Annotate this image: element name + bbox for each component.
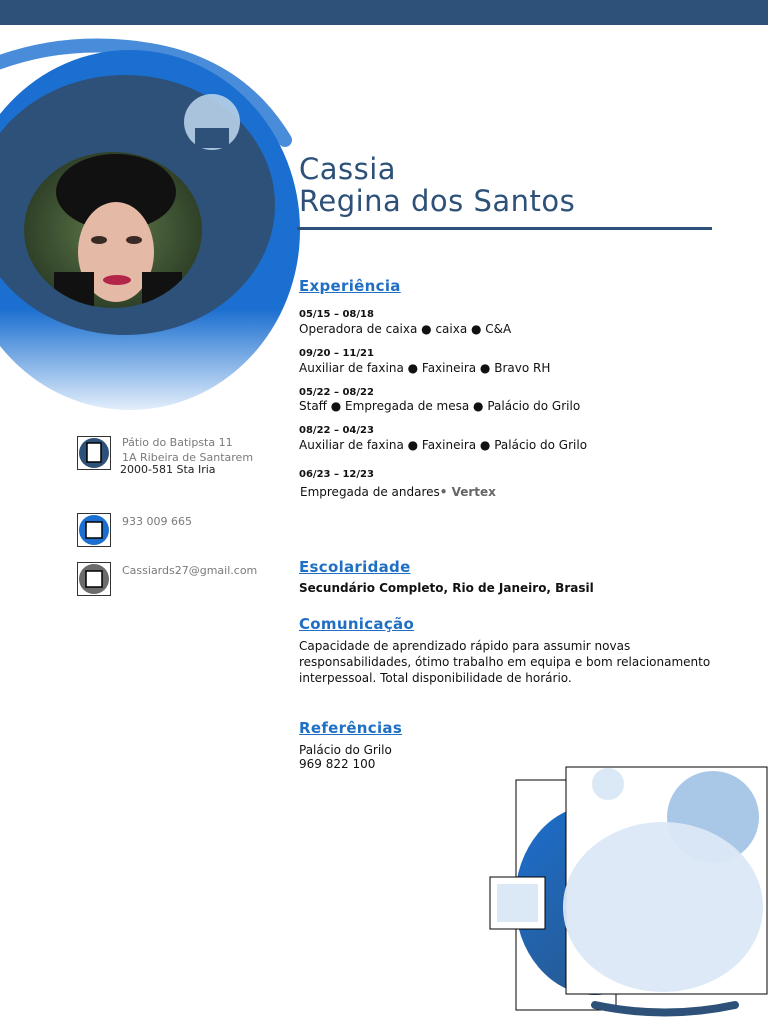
decorative-bubbles <box>485 765 768 1024</box>
job-date: 09/20 – 11/21 <box>299 348 374 359</box>
profile-photo <box>24 152 202 308</box>
communication-title: Comunicação <box>299 615 415 633</box>
job-description <box>300 485 496 499</box>
mail-icon <box>77 562 111 596</box>
person-name <box>299 153 575 217</box>
job-date: 05/22 – 08/22 <box>299 387 374 398</box>
reference-name: Palácio do Grilo <box>299 743 392 757</box>
job-description: Operadora de caixa ● caixa ● C&A <box>299 322 512 336</box>
job-date: 08/22 – 04/23 <box>299 425 374 436</box>
education-text: Secundário Completo, Rio de Janeiro, Brasil <box>299 581 594 595</box>
job-description: Auxiliar de faxina ● Faxineira ● Palácio do Grilo <box>299 438 588 452</box>
email-address: Cassiards27@gmail.com <box>122 564 258 577</box>
first-name: Cassia <box>299 152 397 186</box>
last-name: Regina dos Santos <box>299 184 576 218</box>
reference-phone: 969 822 100 <box>299 757 376 771</box>
experience-title: Experiência <box>299 277 401 295</box>
top-banner <box>0 0 768 25</box>
job-date: 05/15 – 08/18 <box>299 309 374 320</box>
home-icon <box>77 436 111 470</box>
job-company: • Vertex <box>439 485 496 499</box>
name-underline <box>297 227 712 230</box>
job-description: Staff ● Empregada de mesa ● Palácio do Grilo <box>299 399 581 413</box>
education-title: Escolaridade <box>299 558 411 576</box>
address-line-3: 2000-581 Sta Iria <box>120 463 216 476</box>
job-role: Empregada de andares <box>300 485 440 499</box>
phone-icon <box>77 513 111 547</box>
references-title: Referências <box>299 719 403 737</box>
phone-number: 933 009 665 <box>122 515 192 528</box>
address-line-1: Pátio do Batipsta 11 <box>122 436 233 449</box>
address-line-2: 1A Ribeira de Santarem <box>122 451 254 464</box>
job-date: 06/23 – 12/23 <box>299 469 374 480</box>
job-description: Auxiliar de faxina ● Faxineira ● Bravo RH <box>299 361 551 375</box>
communication-text: Capacidade de aprendizado rápido para assumir novas responsabilidades, ótimo trabalho em equipa e bom relacionamento interpessoal. Total disponibilidade de horário. <box>299 639 711 685</box>
